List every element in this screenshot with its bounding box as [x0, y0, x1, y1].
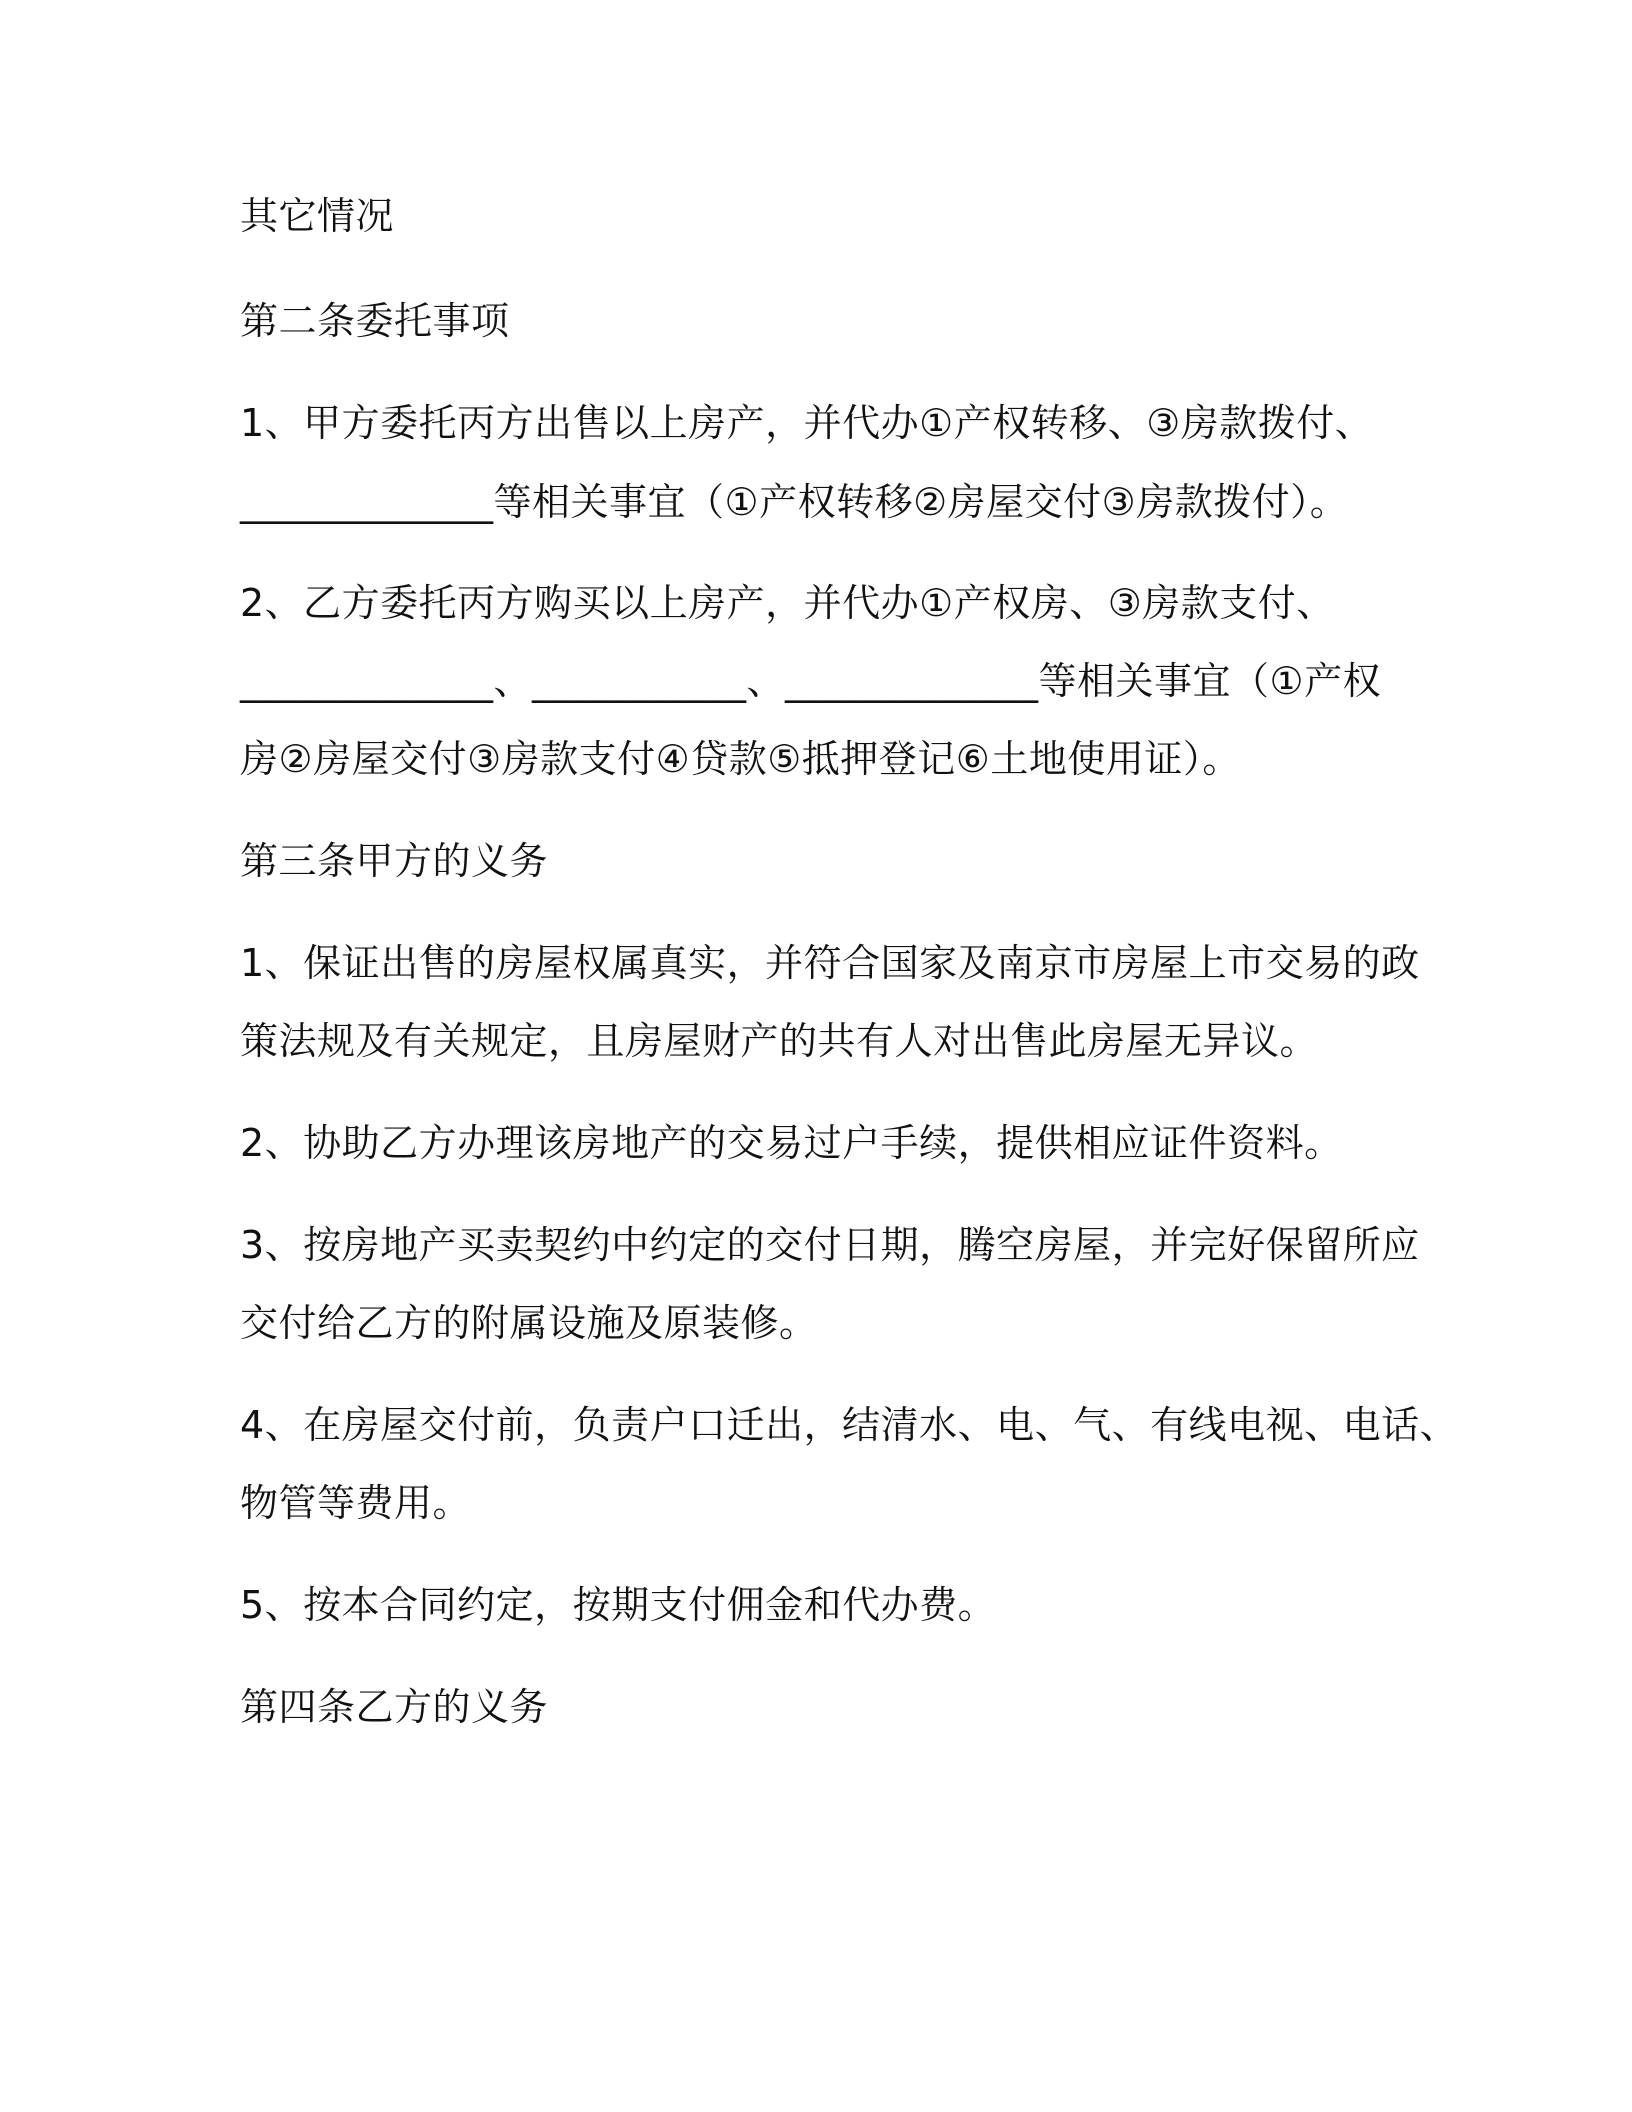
clause-line: 物管等费用。 [240, 1481, 472, 1525]
clause-line: 3、按房地产买卖契约中约定的交付日期，腾空房屋，并完好保留所应 [240, 1223, 1420, 1267]
clause-line: 1、保证出售的房屋权属真实，并符合国家及南京市房屋上市交易的政 [240, 941, 1420, 985]
section-heading-other: 其它情况 [240, 194, 395, 238]
clause-line: 5、按本合同约定，按期支付佣金和代办费。 [240, 1583, 997, 1627]
clause-line: _____________、___________、_____________等相关事宜（①产权 [240, 659, 1382, 703]
clause-line: 房②房屋交付③房款支付④贷款⑤抵押登记⑥土地使用证）。 [240, 737, 1241, 781]
clause-line: 策法规及有关规定，且房屋财产的共有人对出售此房屋无异议。 [240, 1019, 1319, 1063]
section-heading-article-2: 第二条委托事项 [240, 299, 510, 343]
section-heading-article-3: 第三条甲方的义务 [240, 839, 549, 883]
clause-line: 2、乙方委托丙方购买以上房产，并代办①产权房、③房款支付、 [240, 581, 1335, 625]
clause-line: 2、协助乙方办理该房地产的交易过户手续，提供相应证件资料。 [240, 1121, 1343, 1165]
section-heading-article-4: 第四条乙方的义务 [240, 1685, 549, 1729]
clause-line: 4、在房屋交付前，负责户口迁出，结清水、电、气、有线电视、电话、 [240, 1403, 1459, 1447]
clause-line: _____________等相关事宜（①产权转移②房屋交付③房款拨付）。 [240, 480, 1349, 524]
clause-line: 交付给乙方的附属设施及原装修。 [240, 1301, 818, 1345]
clause-line: 1、甲方委托丙方出售以上房产，并代办①产权转移、③房款拨付、 [240, 401, 1374, 445]
